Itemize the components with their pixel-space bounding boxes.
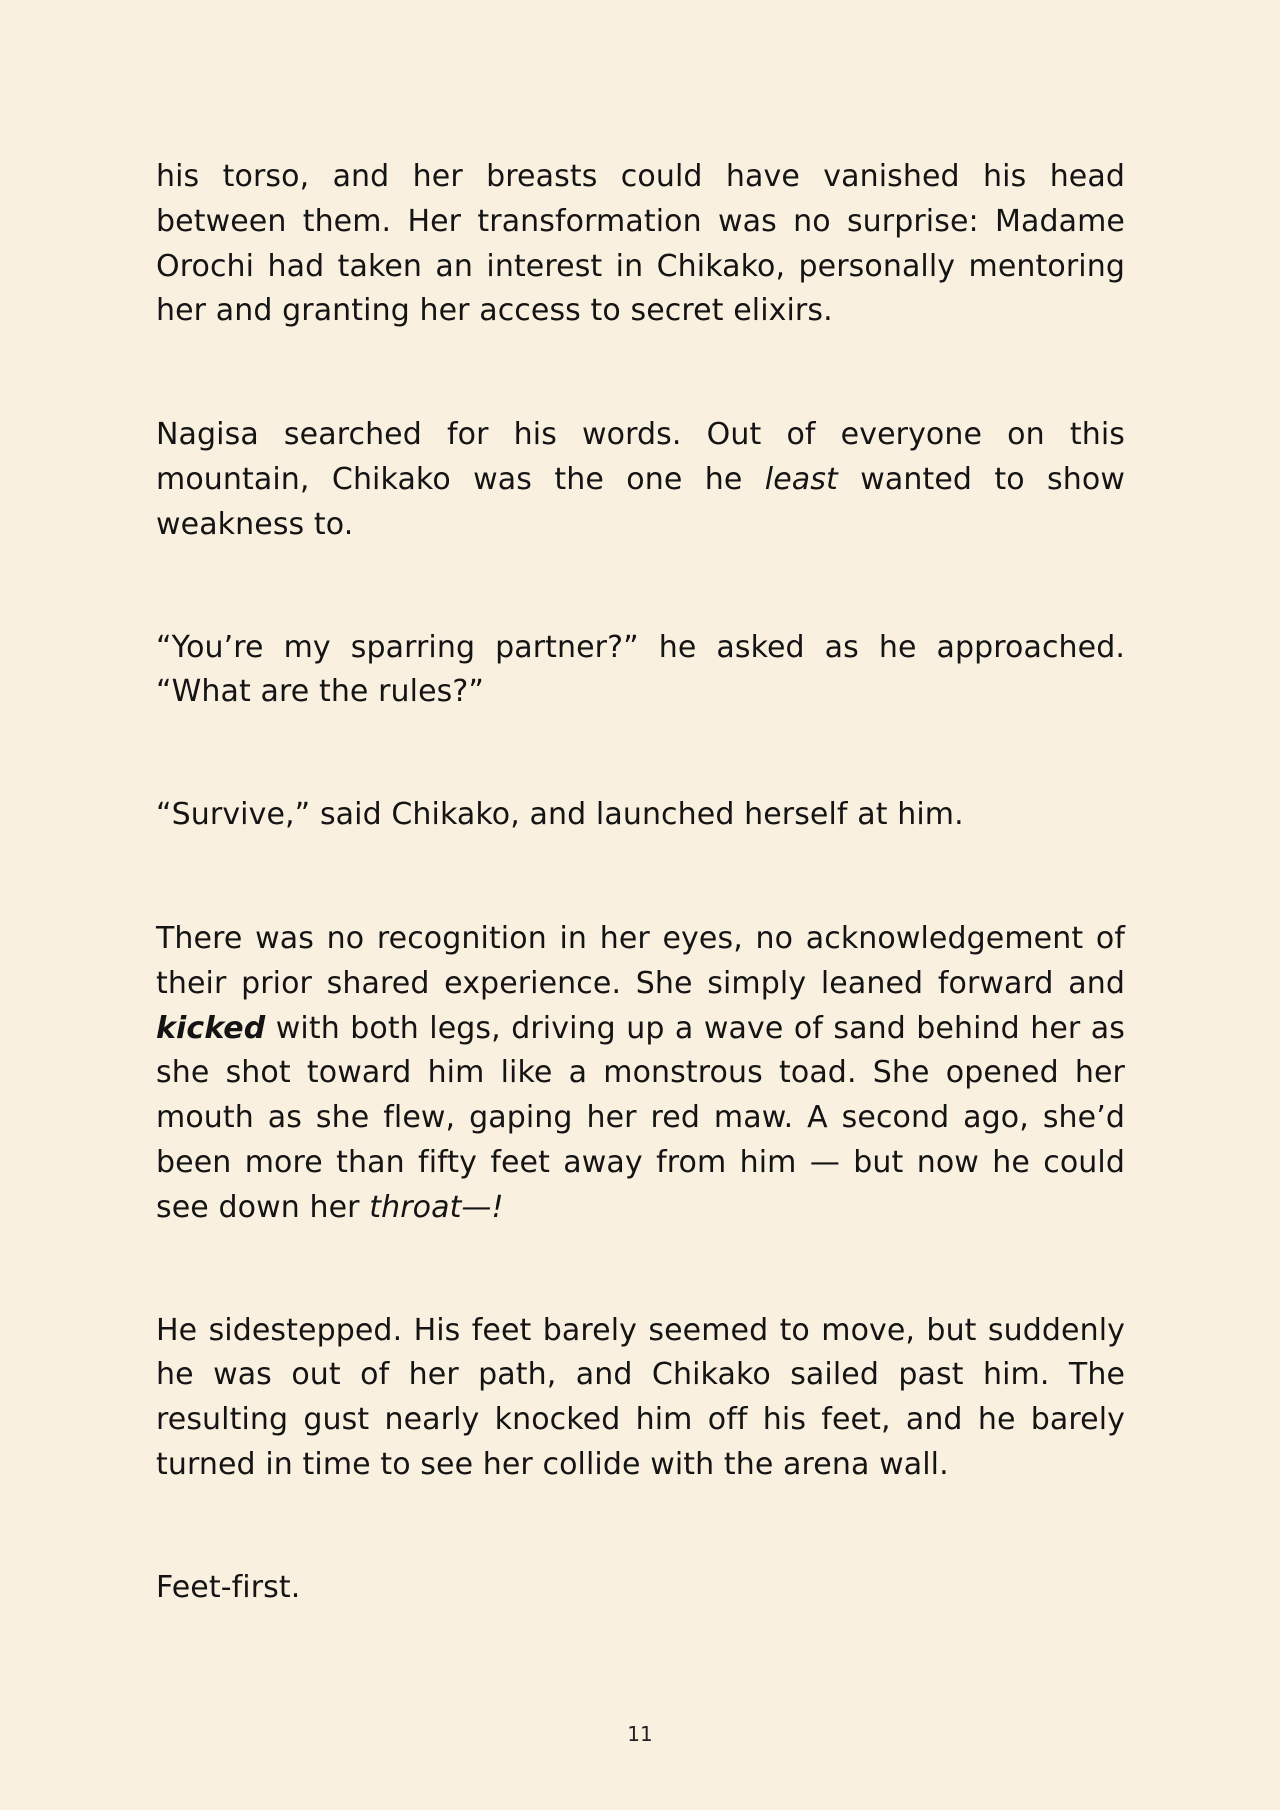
paragraph-1-text: his torso, and her breasts could have vanished his head between them. Her transformation was no surprise: Madame Orochi had taken an interest in Chikako, personally mentoring her and granting her access to secret elixirs.: [156, 159, 1125, 329]
page-number: 11: [627, 1722, 653, 1746]
paragraph-6-text: He sidestepped. His feet barely seemed to move, but suddenly he was out of her path, and Chikako sailed past him. The resulting gust nearly knocked him off his feet, and he barely turned in time to see her collide with the arena wall.: [156, 1312, 1125, 1482]
paragraph-7: [156, 1566, 1125, 1611]
paragraph-7-text: Feet-first.: [156, 1569, 301, 1605]
paragraph-2: [156, 413, 1125, 547]
paragraph-5-bold-emphasis: kicked: [156, 1010, 266, 1046]
paragraph-4-text: “Survive,” said Chikako, and launched herself at him.: [156, 797, 964, 833]
paragraph-5: [156, 917, 1125, 1231]
paragraph-3: [156, 626, 1125, 716]
paragraph-1: [156, 155, 1125, 334]
paragraph-5-text-a: There was no recognition in her eyes, no acknowledgement of their prior shared experience. She simply leaned forward and: [156, 920, 1125, 1001]
paragraph-4: [156, 793, 1125, 838]
paragraph-5-emphasis: throat—!: [369, 1189, 504, 1225]
paragraph-2-text-a: Nagisa searched for his words. Out of everyone on this mountain, Chikako was the one he: [156, 417, 1125, 497]
paragraph-2-emphasis: least: [764, 461, 838, 497]
paragraph-3-text: “You’re my sparring partner?” he asked as he approached. “What are the rules?”: [156, 629, 1125, 710]
paragraph-5-text-b: with both legs, driving up a wave of sand behind her as she shot toward him like a monstrous toad. She opened her mouth as she flew, gaping her red maw. A second ago, she’d been more than fifty feet away from him — but now he could see down her: [156, 1010, 1125, 1225]
body-text: [156, 155, 1125, 1611]
paragraph-6: [156, 1309, 1125, 1488]
paragraph-2-text-b: wanted to show weakness to.: [156, 461, 1125, 542]
